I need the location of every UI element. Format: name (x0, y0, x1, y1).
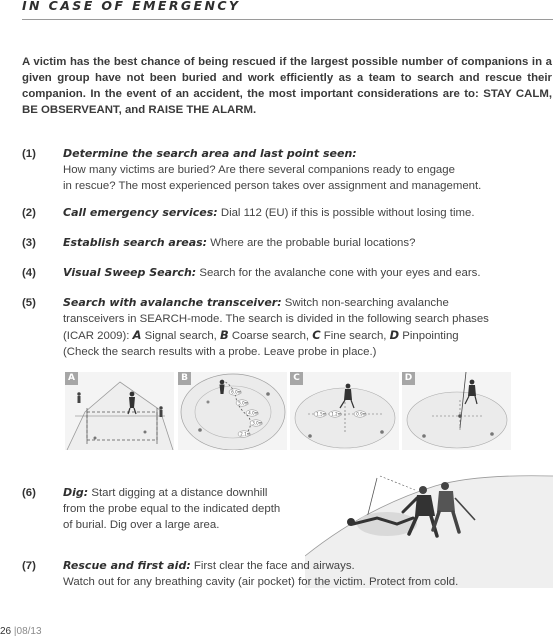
phase-letter-a: A (132, 328, 142, 342)
page-number: 26 (0, 626, 12, 637)
phase-letter-d: D (389, 328, 400, 342)
distance-marker: 4.0m (248, 410, 259, 416)
illustration-signal-search (65, 372, 174, 450)
footer-date: 08/13 (16, 626, 42, 637)
illustration-pinpointing (402, 372, 511, 450)
illustration-coarse-search (178, 372, 287, 450)
panel-tag-d: D (402, 372, 415, 385)
step-number: (4) (22, 267, 36, 279)
step-body (63, 146, 481, 194)
step-heading: Visual Sweep Search: (63, 266, 197, 279)
step-text: Watch out for any breathing cavity (air pocket) for the victim. Protect from cold. (63, 576, 459, 588)
illustration-fine-search (290, 372, 399, 450)
step-text: Switch non-searching avalanche (281, 297, 449, 309)
signal-search-drawing (65, 372, 174, 450)
panel-tag-b: B (178, 372, 191, 385)
step-heading: Establish search areas: (63, 236, 208, 249)
step-text: Dial 112 (EU) if this is possible without losing time. (217, 207, 475, 219)
step-body (63, 265, 481, 281)
step-text: (Check the search results with a probe. Leave probe in place.) (63, 346, 377, 358)
step-body (63, 205, 474, 221)
step-body (63, 235, 415, 251)
step-text: How many victims are buried? Are there several companions ready to engage (63, 164, 455, 176)
step-heading: Search with avalanche transceiver: (63, 296, 282, 309)
step-number: (1) (22, 148, 36, 160)
search-phases (63, 327, 489, 344)
step-number: (6) (22, 487, 36, 499)
distance-marker: 1.2m (331, 411, 342, 417)
step-number: (3) (22, 237, 36, 249)
distance-marker: 0.9m (356, 411, 367, 417)
page-title: IN CASE OF EMERGENCY (22, 0, 241, 13)
intro-paragraph: A victim has the best chance of being rescued if the largest possible number of companions in a given group have not been buried and work efficiently as a team to search and rescue their companion. In the event of an accident, the most important considerations are to: STAY CALM, BE OBSERVEANT, and RAISE THE ALARM. (22, 56, 552, 116)
distance-marker: 1.5m (316, 411, 327, 417)
fine-search-drawing (290, 372, 399, 450)
step-number: (5) (22, 297, 36, 309)
footer-separator: | (13, 626, 17, 637)
step-text: First clear the face and airways. (190, 560, 355, 572)
step-body (63, 295, 489, 360)
distance-marker: 5.0m (238, 400, 249, 406)
step-number: (7) (22, 560, 36, 572)
phase-label: Pinpointing (399, 330, 459, 342)
step-text: Start digging at a distance downhill (88, 487, 268, 499)
phase-label: Signal search, (141, 330, 220, 342)
pinpointing-drawing (402, 372, 511, 450)
step-heading: Rescue and first aid: (63, 559, 191, 572)
step-text: of burial. Dig over a large area. (63, 519, 220, 531)
panel-tag-a: A (65, 372, 78, 385)
step-body (63, 558, 458, 590)
distance-marker: 3.0m (252, 420, 263, 426)
step-number: (2) (22, 207, 36, 219)
step-heading: Determine the search area and last point seen: (63, 147, 357, 160)
step-text: from the probe equal to the indicated depth (63, 503, 281, 515)
header-rule (22, 19, 553, 20)
phase-letter-c: C (312, 328, 321, 342)
step-body (63, 485, 280, 533)
coarse-search-drawing (178, 372, 287, 450)
step-text: Search for the avalanche cone with your eyes and ears. (196, 267, 481, 279)
phases-prefix: (ICAR 2009): (63, 330, 133, 342)
step-text: Where are the probable burial locations? (207, 237, 416, 249)
phase-label: Fine search, (320, 330, 390, 342)
distance-marker: 2.1m (240, 431, 251, 437)
phase-letter-b: B (219, 328, 229, 342)
panel-tag-c: C (290, 372, 303, 385)
step-heading: Dig: (63, 486, 89, 499)
step-heading: Call emergency services: (63, 206, 218, 219)
phase-label: Coarse search, (228, 330, 313, 342)
step-text: transceivers in SEARCH-mode. The search is divided in the following search phases (63, 313, 489, 325)
page-footer (0, 626, 42, 638)
step-text: in rescue? The most experienced person takes over assignment and management. (63, 180, 482, 192)
distance-marker: 6.0m (231, 389, 242, 395)
